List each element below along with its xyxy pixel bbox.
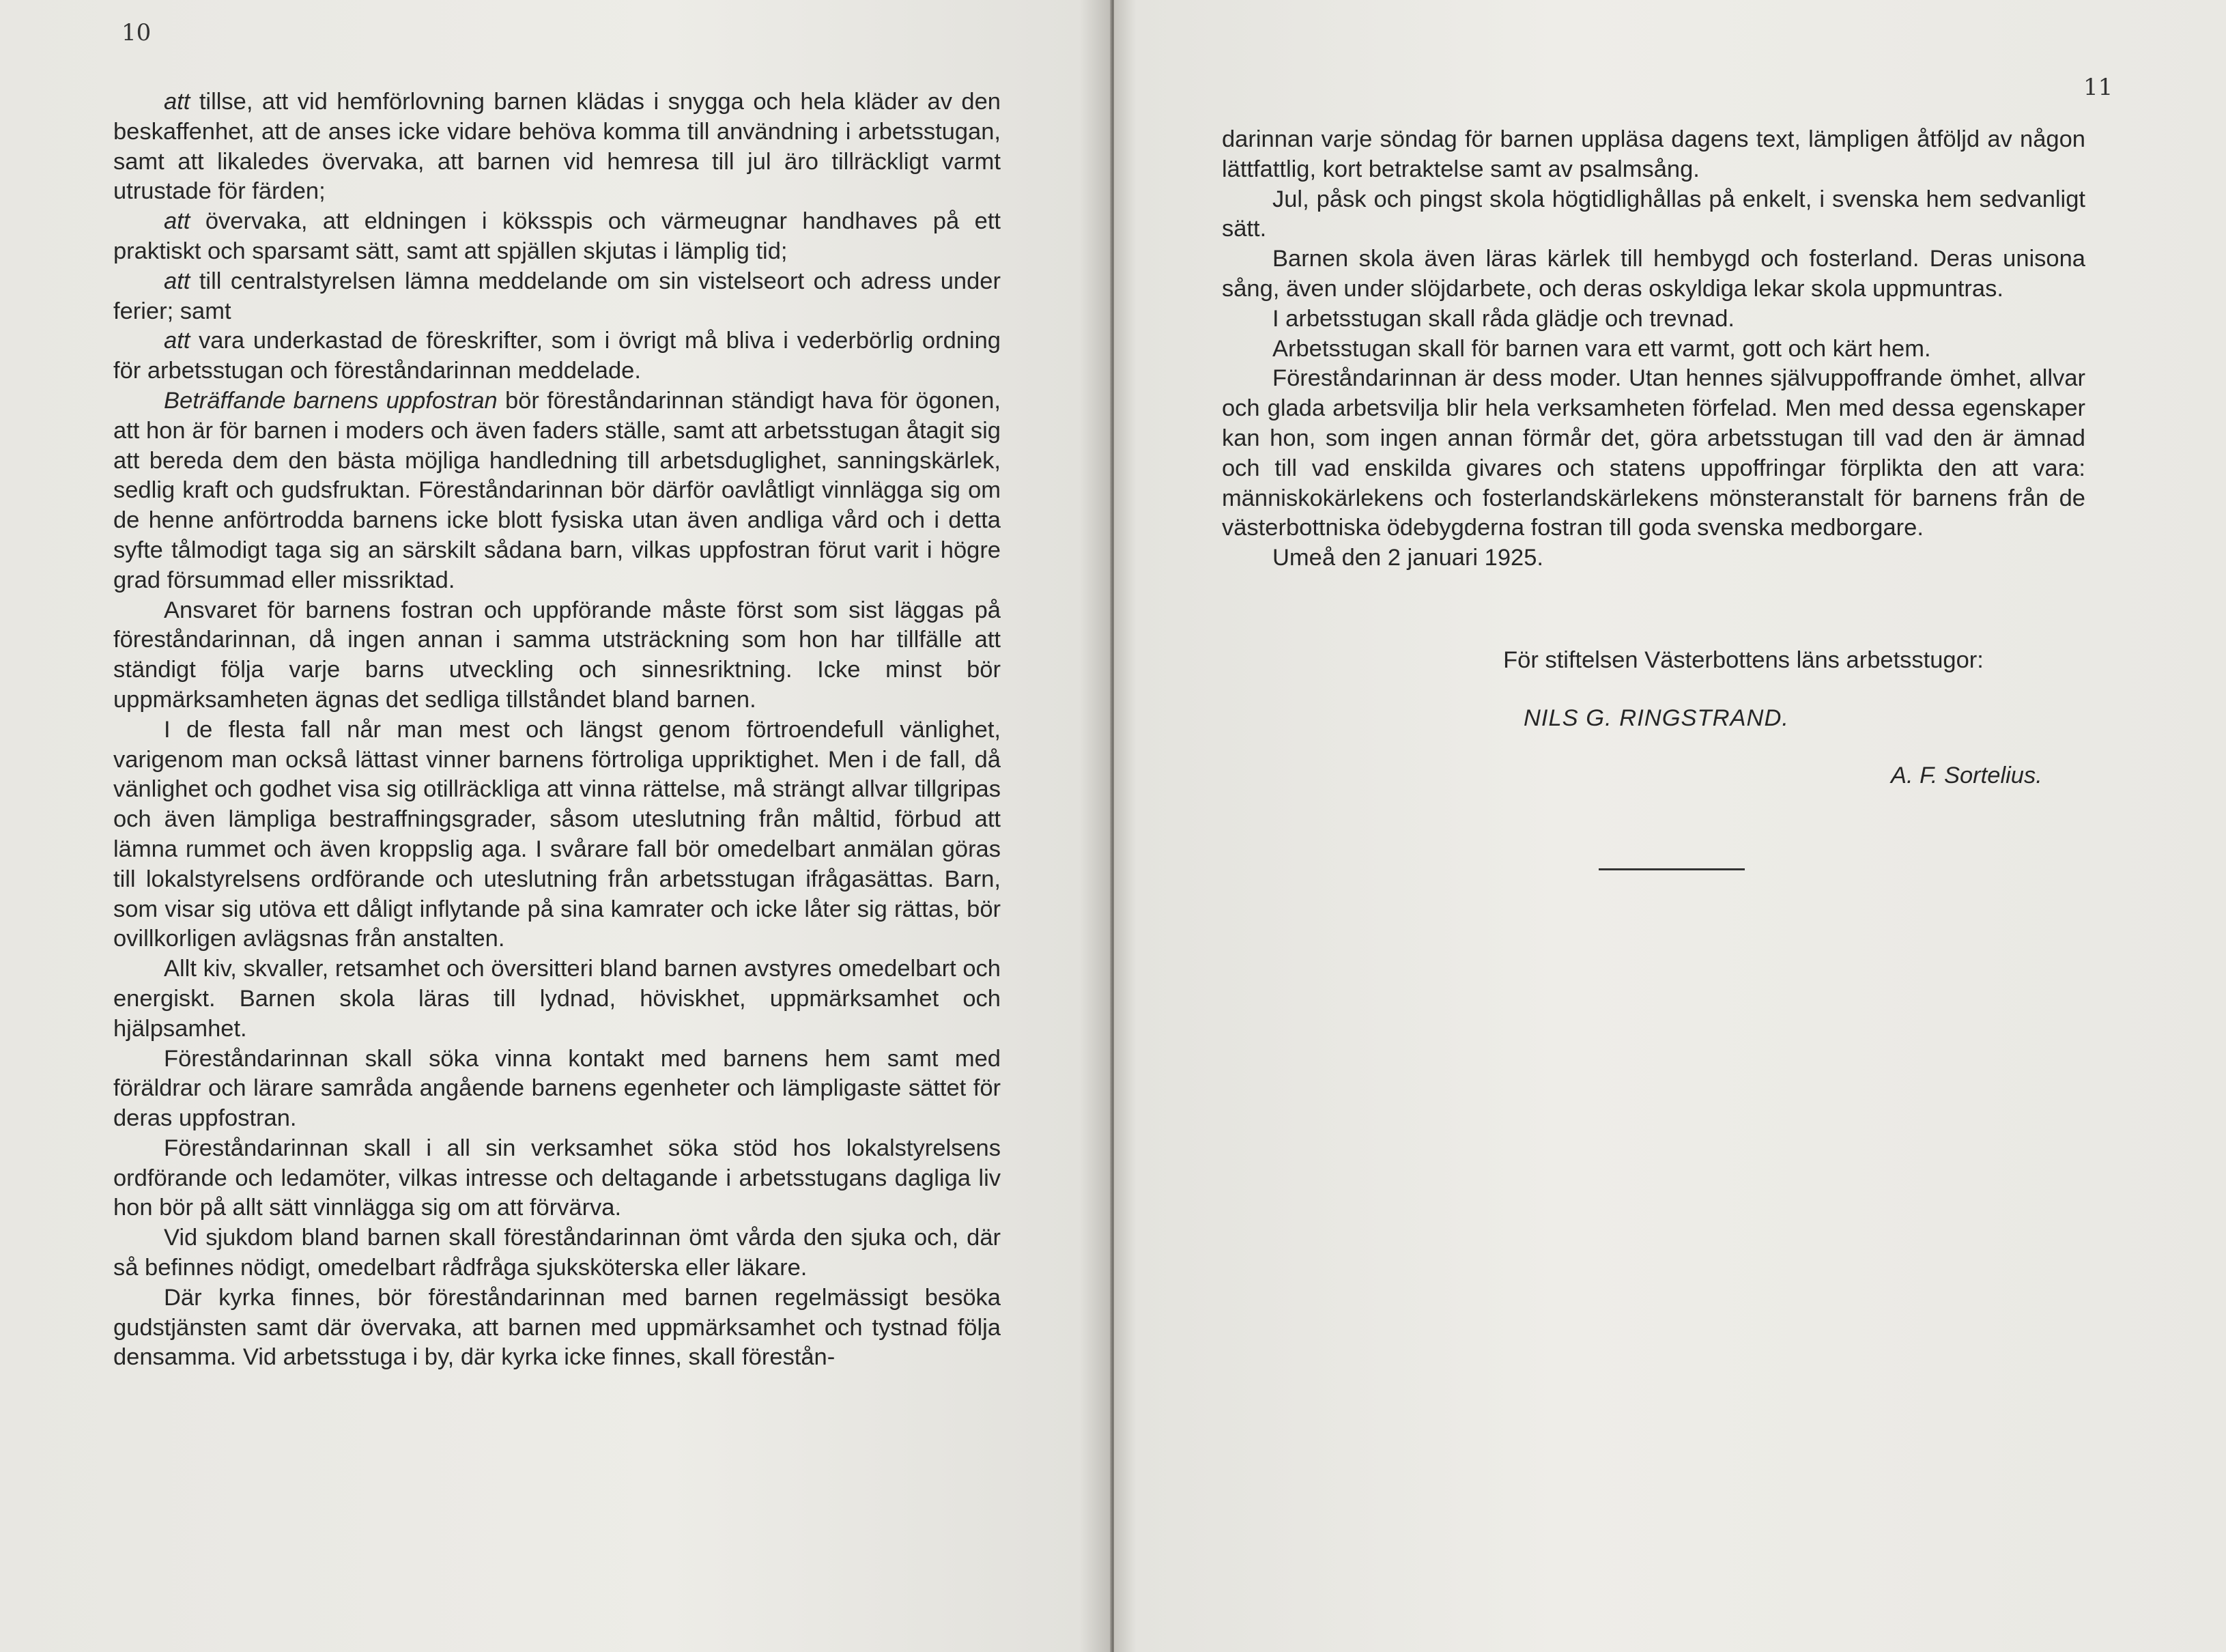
paragraph-text: Föreståndarinnan skall söka vinna kontakt med barnens hem samt med föräldrar och lärare samråda angående barnens egenheter och lämpligaste sättet för deras uppfostran. (113, 1045, 1001, 1132)
paragraph (113, 715, 1001, 954)
paragraph: darinnan varje söndag för barnen uppläsa dagens text, lämpligen åtföljd av någon lättfattlig, kort betraktelse samt av psalmsång. (1222, 126, 2085, 182)
paragraph-lead: att (164, 268, 190, 294)
signatory-name-1: NILS G. RINGSTRAND. (1524, 705, 1789, 731)
paragraph-lead: Beträffande barnens uppfostran (164, 387, 498, 414)
paragraph: Umeå den 2 januari 1925. (1272, 545, 1544, 571)
paragraph (113, 954, 1001, 1044)
paragraph (113, 1223, 1001, 1283)
paragraph: Jul, påsk och pingst skola högtidlighållas på enkelt, i svenska hem sedvanligt sätt. (1222, 186, 2085, 242)
paragraph: I arbetsstugan skall råda glädje och trevnad. (1272, 305, 1735, 332)
paragraph (113, 386, 1001, 596)
paragraph-lead: att (164, 208, 190, 235)
paragraph-text: Vid sjukdom bland barnen skall föreståndarinnan ömt vårda den sjuka och, där så befinnes nödigt, omedelbart rådfråga sjuksköterska eller läkare. (113, 1225, 1001, 1281)
closing-rule (1599, 868, 1745, 870)
paragraph-text: Ansvaret för barnens fostran och uppförande måste först som sist läggas på föreståndarinnan, då ingen annan i samma utsträckning som hon har tillfälle att ständigt följa varje barns utveckling och sinnesriktning. Icke minst bör uppmärksamheten ägnas det sedliga tillståndet bland barnen. (113, 597, 1001, 713)
paragraph-lead: att (164, 328, 190, 354)
paragraph-text: till centralstyrelsen lämna meddelande om sin vistelseort och adress under ferier; samt (113, 268, 1001, 324)
paragraph-text: övervaka, att eldningen i köksspis och värmeugnar handhaves på ett praktiskt och sparsamt sätt, samt att spjällen skjutas i lämplig tid; (113, 208, 1001, 264)
signature-intro: För stiftelsen Västerbottens läns arbetsstugor: (1503, 647, 1984, 673)
paragraph: Barnen skola även läras kärlek till hembygd och fosterland. Deras unisona sång, även under slöjdarbete, och deras oskyldiga lekar skola uppmuntras. (1222, 246, 2085, 302)
paragraph: Arbetsstugan skall för barnen vara ett varmt, gott och kärt hem. (1272, 335, 1931, 362)
right-page (1114, 0, 2226, 1652)
right-page-body (1222, 125, 2085, 573)
paragraph-text: bör föreståndarinnan ständigt hava för ögonen, att hon är för barnen i moders och även faders ställe, samt att arbetsstugan åtagit sig att bereda dem den bästa möjliga handledning till arbetsduglighet, sanningskärlek, sedlig kraft och gudsfruktan. Föreståndarinnan bör därför oavlåtligt vinnlägga sig om de henne anförtrodda barnens icke blott fysiska utan även andliga vård och i detta syfte tålmodigt taga sig an särskilt sådana barn, vilkas uppfostran förut varit i högre grad försummad eller missriktad. (113, 387, 1001, 593)
paragraph (113, 1044, 1001, 1134)
paragraph (113, 1283, 1001, 1373)
paragraph (113, 596, 1001, 715)
paragraph-lead: att (164, 89, 190, 115)
paragraph: Föreståndarinnan är dess moder. Utan hennes självuppoffrande ömhet, allvar och glada arbetsvilja blir hela verksamheten förfelad. Men med dessa egenskaper kan hon, som ingen annan förmår det, göra arbetsstugan till vad den är ämnad och till vad enskilda givares och statens uppoffringar förplikta den att vara: människokärlekens och fosterlandskärlekens mönsteranstalt för barnens från de västerbottniska ödebygderna fostran till goda svenska medborgare. (1222, 365, 2085, 541)
signatory-name-2: A. F. Sortelius. (1891, 763, 2042, 788)
paragraph (113, 267, 1001, 327)
paragraph-text: Allt kiv, skvaller, retsamhet och översitteri bland barnen avstyres omedelbart och energiskt. Barnen skola läras till lydnad, höviskhet, uppmärksamhet och hjälpsamhet. (113, 956, 1001, 1042)
page-number-right: 11 (2083, 74, 2113, 101)
paragraph-text: I de flesta fall når man mest och längst genom förtroendefull vänlighet, varigenom man också lättast vinner barnens förtroliga uppriktighet. Men i de fall, då vänlighet och godhet visa sig otillräckliga att vinna rättelse, må strängt allvar tillgripas och även lämpliga bestraffningsgrader, såsom uteslutning från måltid, förbud att lämna rummet och även kroppslig aga. I svårare fall bör omedelbart anmälan göras till lokalstyrelsens ordförande och uteslutning från arbetsstugan ifrågasättas. Barn, som visar sig utöva ett dåligt inflytande på sina kamrater och icke låter sig rättas, bör ovillkorligen avlägsnas från anstalten. (113, 716, 1001, 952)
paragraph-text: tillse, att vid hemförlovning barnen klädas i snygga och hela kläder av den beskaffenhet, att de anses icke vidare behöva komma till användning i arbetsstugan, samt att likaledes övervaka, att barnen vid hemresa till jul äro tillräckligt varmt utrustade för färden; (113, 89, 1001, 205)
left-page-body (113, 87, 1001, 1373)
paragraph (113, 1134, 1001, 1223)
paragraph-text: Föreståndarinnan skall i all sin verksamhet söka stöd hos lokalstyrelsens ordförande och ledamöter, vilkas intresse och deltagande i arbetsstugans dagliga liv hon bör på allt sätt vinnlägga sig om att förvärva. (113, 1135, 1001, 1221)
paragraph-text: Där kyrka finnes, bör föreståndarinnan med barnen regelmässigt besöka gudstjänsten samt där övervaka, att barnen med uppmärksamhet och tystnad följa densamma. Vid arbetsstuga i by, där kyrka icke finnes, skall förestån- (113, 1284, 1001, 1371)
paragraph (113, 326, 1001, 386)
paragraph-text: vara underkastad de föreskrifter, som i övrigt må bliva i vederbörlig ordning för arbetsstugan och föreståndarinnan meddelade. (113, 328, 1001, 384)
paragraph (113, 207, 1001, 267)
page-number-left: 10 (122, 19, 152, 46)
paragraph (113, 87, 1001, 207)
